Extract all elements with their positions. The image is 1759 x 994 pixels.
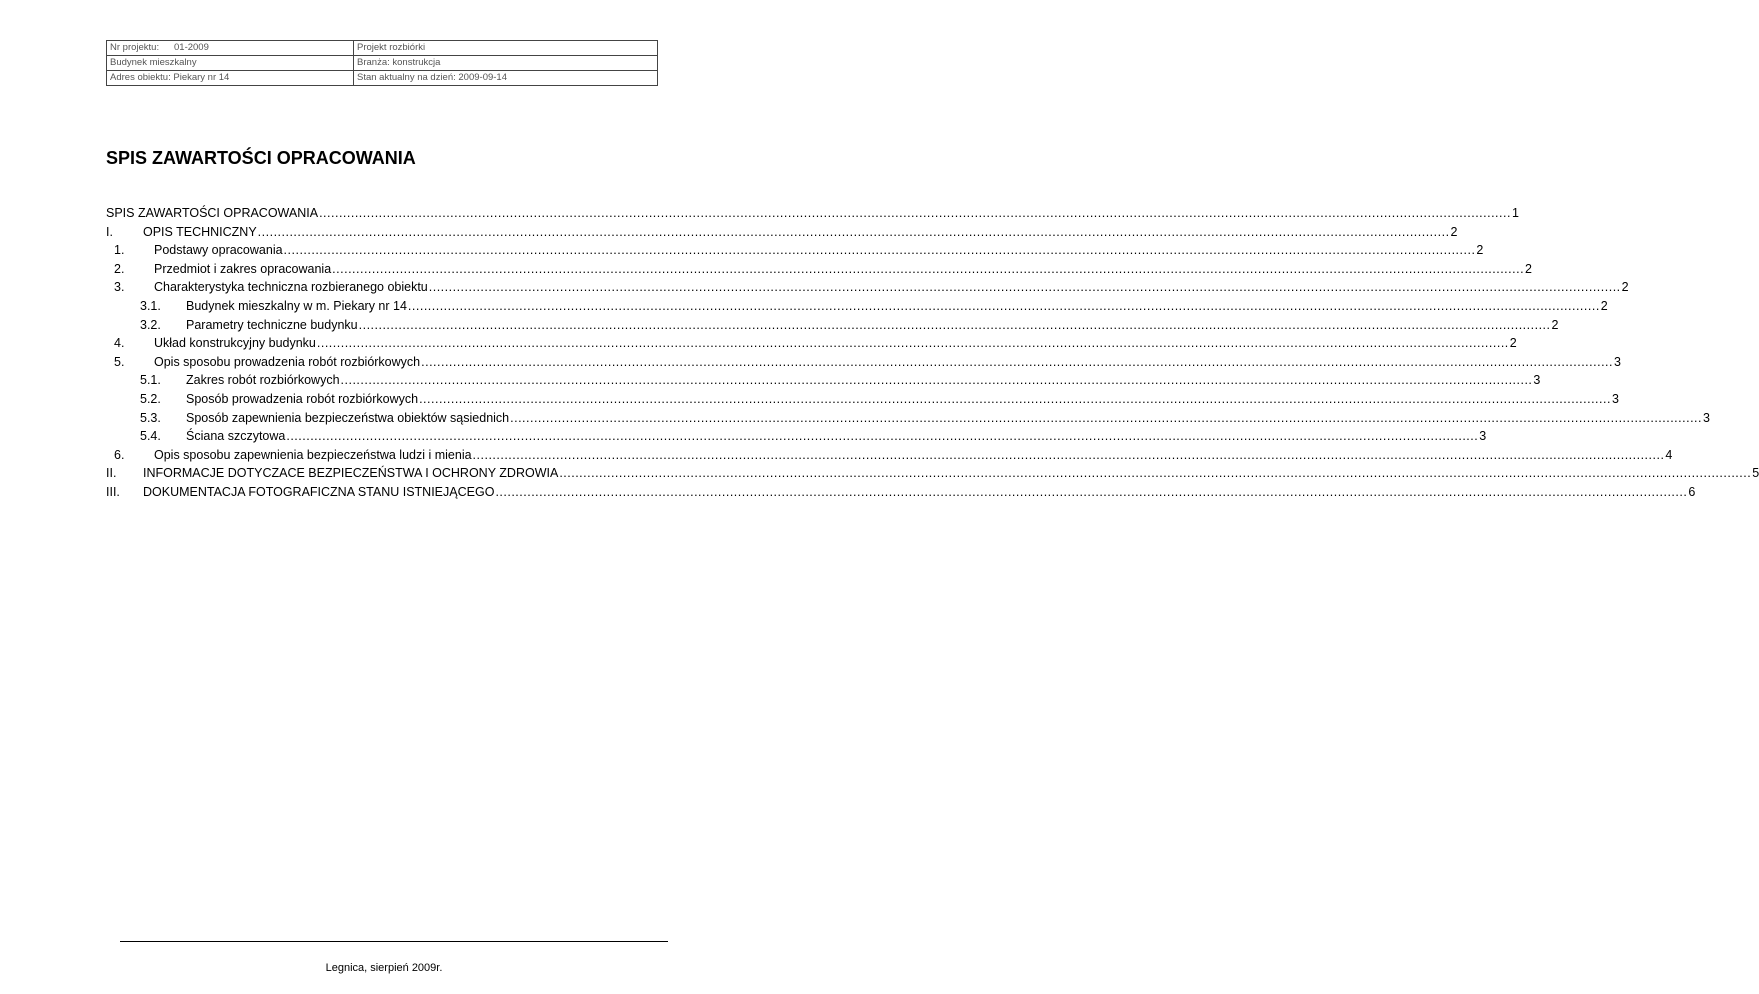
toc-entry-page: 2 (1621, 278, 1629, 297)
toc-entry-number: I. (106, 224, 113, 239)
toc-entry-page: 3 (1478, 427, 1486, 446)
building-cell: Budynek mieszkalny (107, 56, 354, 71)
toc-entry-number: 3. (114, 280, 125, 295)
toc-leader-dots: ............................................................................................................................................................................................................................................................................................................ (407, 298, 1600, 313)
toc-entry-title: Podstawy opracowania (154, 241, 284, 260)
toc-leader-dots: ............................................................................................................................................................................................................................................................................................................ (510, 410, 1702, 425)
project-name-cell: Projekt rozbiórki (354, 41, 658, 56)
toc-entry-number: 5.3. (140, 410, 161, 425)
footer-text: Legnica, sierpień 2009r. (325, 962, 443, 974)
toc-entry-page: 5 (1751, 464, 1759, 483)
toc-entry-number: III. (106, 484, 120, 499)
toc-entry[interactable] (106, 483, 1696, 502)
toc-entry-title: Ściana szczytowa (186, 427, 286, 446)
state-cell: Stan aktualny na dzień: 2009-09-14 (354, 71, 658, 86)
branch-cell: Branża: konstrukcja (354, 56, 658, 71)
toc-entry-number: 5.2. (140, 391, 161, 406)
toc-entry-page: 3 (1611, 390, 1619, 409)
toc-entry-title: Charakterystyka techniczna rozbieranego obiektu (154, 278, 429, 297)
toc-entry-page: 2 (1600, 297, 1608, 316)
toc-leader-dots: ............................................................................................................................................................................................................................................................................................................ (283, 243, 1476, 258)
toc-entry-number: 3.1. (140, 298, 161, 313)
toc-entry-title: Parametry techniczne budynku (186, 316, 359, 335)
toc-entry[interactable] (106, 223, 1458, 242)
toc-entry[interactable] (106, 260, 1532, 279)
table-of-contents (106, 204, 1759, 502)
toc-entry-number: II. (106, 466, 117, 481)
toc-leader-dots: ............................................................................................................................................................................................................................................................................................................ (472, 447, 1665, 462)
toc-leader-dots: ............................................................................................................................................................................................................................................................................................................ (559, 466, 1752, 481)
toc-entry-number: 3.2. (140, 317, 161, 332)
toc-entry-number: 5. (114, 354, 125, 369)
toc-leader-dots: ............................................................................................................................................................................................................................................................................................................ (421, 354, 1613, 369)
toc-entry-page: 1 (1511, 204, 1519, 223)
toc-entry-title: Zakres robót rozbiórkowych (186, 371, 341, 390)
toc-leader-dots: ............................................................................................................................................................................................................................................................................................................ (257, 224, 1450, 239)
toc-entry-number: 4. (114, 336, 125, 351)
toc-entry[interactable] (106, 390, 1619, 409)
toc-entry-title: Sposób zapewnienia bezpieczeństwa obiektów sąsiednich (186, 409, 510, 428)
header-table (106, 40, 658, 86)
toc-entry-page: 2 (1551, 316, 1559, 335)
toc-entry-title: Budynek mieszkalny w m. Piekary nr 14 (186, 297, 408, 316)
toc-entry-page: 3 (1532, 371, 1540, 390)
toc-leader-dots: ............................................................................................................................................................................................................................................................................................................ (358, 317, 1551, 332)
toc-entry-page: 3 (1702, 409, 1710, 428)
footer-divider (120, 941, 668, 942)
toc-entry[interactable] (106, 316, 1559, 335)
toc-entry-number: 1. (114, 243, 125, 258)
toc-entry-title: DOKUMENTACJA FOTOGRAFICZNA STANU ISTNIEJĄCEGO (143, 483, 495, 502)
toc-entry[interactable] (106, 409, 1710, 428)
toc-entry[interactable] (106, 334, 1517, 353)
toc-entry-number: 5.4. (140, 429, 161, 444)
project-number-label: Nr projektu: (110, 42, 160, 53)
toc-entry-page: 2 (1475, 241, 1483, 260)
toc-entry-title: Układ konstrukcyjny budynku (154, 334, 317, 353)
toc-entry[interactable] (106, 464, 1759, 483)
toc-entry-page: 2 (1450, 223, 1458, 242)
toc-entry-page: 6 (1687, 483, 1695, 502)
address-cell: Adres obiektu: Piekary nr 14 (107, 71, 354, 86)
toc-leader-dots: ............................................................................................................................................................................................................................................................................................................ (286, 429, 1479, 444)
toc-entry[interactable] (106, 427, 1487, 446)
toc-entry[interactable] (106, 241, 1484, 260)
toc-entry[interactable] (106, 278, 1629, 297)
toc-entry-page: 2 (1509, 334, 1517, 353)
toc-entry-title: Przedmiot i zakres opracowania (154, 260, 332, 279)
toc-leader-dots: ............................................................................................................................................................................................................................................................................................................ (319, 206, 1511, 220)
toc-entry-page: 2 (1524, 260, 1532, 279)
toc-leader-dots: ............................................................................................................................................................................................................................................................................................................ (316, 336, 1509, 351)
toc-entry[interactable] (106, 446, 1673, 465)
toc-entry-number: 5.1. (140, 373, 161, 388)
toc-entry-number: 6. (114, 447, 125, 462)
toc-entry[interactable] (106, 371, 1541, 390)
page-title: SPIS ZAWARTOŚCI OPRACOWANIA (106, 148, 416, 168)
project-number-value: 01-2009 (174, 42, 209, 53)
toc-entry-title: Sposób prowadzenia robót rozbiórkowych (186, 390, 419, 409)
toc-entry-page: 3 (1613, 353, 1621, 372)
toc-entry-number: 2. (114, 261, 125, 276)
toc-leader-dots: ............................................................................................................................................................................................................................................................................................................ (419, 391, 1611, 406)
toc-entry-title: Opis sposobu zapewnienia bezpieczeństwa ludzi i mienia (154, 446, 473, 465)
toc-leader-dots: ............................................................................................................................................................................................................................................................................................................ (340, 373, 1533, 388)
toc-leader-dots: ............................................................................................................................................................................................................................................................................................................ (495, 484, 1688, 499)
toc-entry-title: SPIS ZAWARTOŚCI OPRACOWANIA (106, 204, 319, 223)
toc-entry-page: 4 (1664, 446, 1672, 465)
project-number-cell (107, 41, 354, 56)
toc-leader-dots: ............................................................................................................................................................................................................................................................................................................ (428, 280, 1621, 295)
toc-leader-dots: ............................................................................................................................................................................................................................................................................................................ (332, 261, 1525, 276)
toc-entry-title: OPIS TECHNICZNY (143, 223, 258, 242)
toc-entry[interactable] (106, 297, 1608, 316)
toc-entry[interactable] (106, 204, 1519, 223)
toc-entry[interactable] (106, 353, 1621, 372)
toc-entry-title: INFORMACJE DOTYCZACE BEZPIECZEŃSTWA I OCHRONY ZDROWIA (143, 464, 559, 483)
toc-entry-title: Opis sposobu prowadzenia robót rozbiórkowych (154, 353, 421, 372)
